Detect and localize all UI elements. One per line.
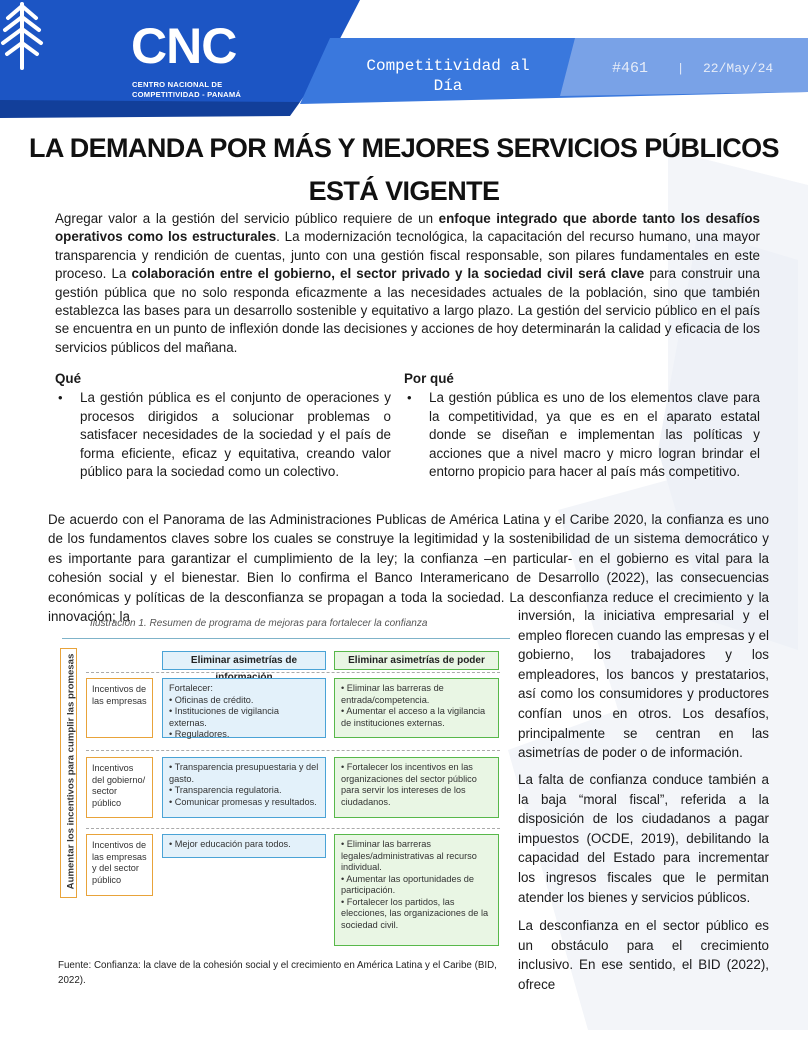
caption-divider xyxy=(62,638,510,639)
info-box: Fortalecer: • Oficinas de crédito. • Instituciones de vigilancia externas. • Reguladores. xyxy=(162,678,326,738)
row-label: Incentivos del gobierno/ sector público xyxy=(86,757,153,818)
bullet-icon: • xyxy=(407,390,412,405)
row-label: Incentivos de las empresas xyxy=(86,678,153,738)
row-label: Incentivos de las empresas y del sector público xyxy=(86,834,153,896)
porque-heading: Por qué xyxy=(404,371,454,386)
issue-date: 22/May/24 xyxy=(703,61,774,76)
header-banner xyxy=(0,0,808,120)
illustration-caption: Ilustración 1. Resumen de programa de mejoras para fortalecer la confianza xyxy=(90,618,428,629)
header-separator: | xyxy=(677,62,685,76)
row-divider xyxy=(86,672,500,673)
porque-text: La gestión pública es uno de los elementos clave para la competitividad, ya que es en el aparato estatal donde se diseñan e implementan las políticas y acciones que a nivel macro y micro logran brindar el entorno propicio para hacer al país más competitivo. xyxy=(429,390,760,480)
bullet-icon: • xyxy=(58,390,63,405)
logo-text: CNC xyxy=(131,18,237,74)
vertical-label-box xyxy=(60,648,77,898)
page-title: LA DEMANDA POR MÁS Y MEJORES SERVICIOS PÚBLICOS ESTÁ VIGENTE xyxy=(29,133,779,206)
right-paragraph-2: La falta de confianza conduce también a la baja “moral fiscal”, referida a la disposición de los ciudadanos a pagar impuestos (OCDE, 2019), debilitando la capacidad del Estado para incrementar los ingresos fiscales que le permitan atender los bienes y servicios públicos. xyxy=(518,772,769,905)
col-header-power: Eliminar asimetrías de poder xyxy=(334,651,499,670)
que-heading: Qué xyxy=(55,371,82,386)
que-text: La gestión pública es el conjunto de operaciones y procesos dirigidos a solucionar problemas o satisfacer necesidades de la sociedad y el país de forma eficiente, eficaz y equitativa, creando valor público para la sociedad como un colectivo. xyxy=(80,390,391,480)
power-box: • Eliminar las barreras de entrada/competencia. • Aumentar el acceso a la vigilancia de instituciones externas. xyxy=(334,678,499,738)
series-title: Competitividad al Día xyxy=(366,57,530,95)
right-paragraph-3: La desconfianza en el sector público es un obstáculo para el crecimiento inclusivo. En ese sentido, el BID (2022), ofrece xyxy=(518,918,769,992)
vertical-label: Aumentar los incentivos para cumplir las promesas xyxy=(65,653,77,890)
intro-paragraph: Agregar valor a la gestión del servicio público requiere de un enfoque integrado que aborde tanto los desafíos operativos como los estructurales. La modernización tecnológica, la capacitación del recurso humano, una mayor transparencia y rendición de cuentas, junto con una gestión fiscal responsable, son pilares fundamentales en este proceso. La colaboración entre el gobierno, el sector privado y la sociedad civil será clave para construir una gestión pública que no solo responda eficazmente a las necesidades actuales de la población, sino que también establezca las bases para un desarrollo sostenible y equitativo a largo plazo. La gestión del servicio público en el país se encuentra en un punto de inflexión donde las decisiones y acciones de hoy determinarán la calidad y eficacia de los servicios públicos del mañana. xyxy=(55,211,761,355)
tree-icon xyxy=(0,0,44,70)
row-divider xyxy=(86,750,500,751)
right-paragraph-1: inversión, la iniciativa empresarial y el empleo florecen cuando las empresas y el gobierno, los trabajadores y los empleadores, los bancos y prestatarios, así como los consumidores y productores confían unos en otros. Los desafíos, principalmente se centran en las asimetrías de poder o de información. xyxy=(518,608,769,761)
body-paragraph: De acuerdo con el Panorama de las Administraciones Publicas de América Latina y el Caribe 2020, la confianza es uno de los fundamentos claves sobre los cuales se construye la legitimidad y la sostenibilidad de un sistema democrático y es importante para garantizar el cumplimiento de la ley; la confianza –en particular- en el gobierno es vital para la cohesión social y el bienestar. Bien lo confirma el Banco Interamericano de Desarrollo (2022), las consecuencias económicas y políticas de la desconfianza se propagan a toda la sociedad. La desconfianza reduce el crecimiento y la innovación; la xyxy=(48,512,769,625)
info-box: • Mejor educación para todos. xyxy=(162,834,326,858)
power-box: • Eliminar las barreras legales/administrativas al recurso individual. • Aumentar las oportunidades de participación. • Fortalecer los partidos, las elecciones, las organizaciones de la sociedad civil. xyxy=(334,834,499,946)
info-box: • Transparencia presupuestaria y del gasto. • Transparencia regulatoria. • Comunicar promesas y resultados. xyxy=(162,757,326,818)
col-header-information: Eliminar asimetrías de xyxy=(162,651,326,670)
logo-subtitle: CENTRO NACIONAL DE COMPETITIVIDAD - PANAMÁ xyxy=(132,80,242,99)
power-box: • Fortalecer los incentivos en las organizaciones del sector público para servir los intereses de los ciudadanos. xyxy=(334,757,499,818)
row-divider xyxy=(86,828,500,829)
figure-source: Fuente: Confianza: la clave de la cohesión social y el crecimiento en América Latina y el Caribe (BID, 2022). xyxy=(58,960,497,986)
issue-number: #461 xyxy=(612,60,649,77)
